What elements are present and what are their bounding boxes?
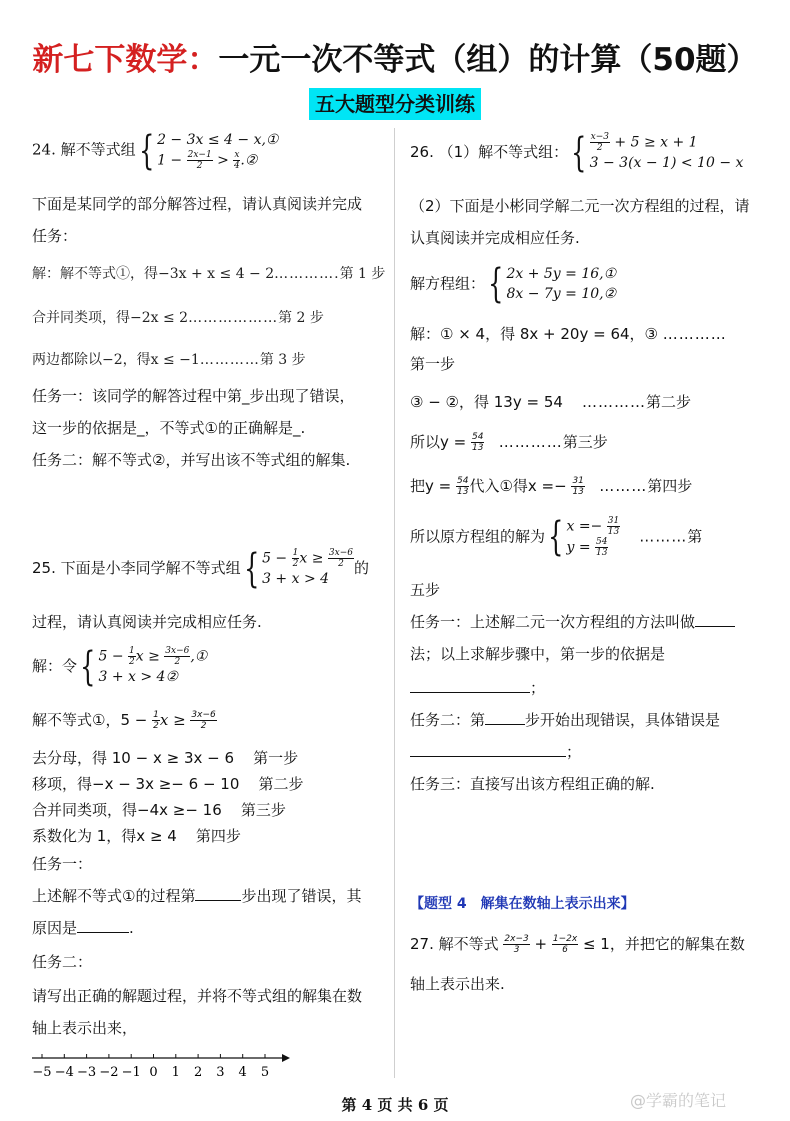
number-line-tick-label: 5 <box>260 1065 270 1080</box>
q26-task-2b: ； <box>410 742 581 762</box>
q26-task-1a: 任务一：上述解二元一次方程组的方法叫做 <box>410 612 735 632</box>
q24-task-1a: 任务一：该同学的解答过程中第_步出现了错误， <box>32 387 355 405</box>
q26-part2-b: 认真阅读并完成相应任务. <box>410 229 580 247</box>
q26-part2-a: （2）下面是小彬同学解二元一次方程组的过程，请 <box>410 197 750 215</box>
number-line-tick-label: 2 <box>193 1065 203 1080</box>
column-divider <box>394 128 395 1078</box>
number-line-tick-label: −3 <box>77 1065 97 1080</box>
q26-step-3: 所以y = $\frac{54}{13}$ …………第三步 <box>410 432 608 453</box>
q25-step-2: 移项，得−x − 3x ≥− 6 − 10 第二步 <box>32 775 304 793</box>
q24-intro-1: 下面是某同学的部分解答过程，请认真阅读并完成 <box>32 195 363 213</box>
q24-step-2: 合并同类项，得−2x ≤ 2………………第 2 步 <box>32 310 324 326</box>
number-line <box>32 1052 292 1082</box>
q26-step-1: 解：① × 4，得 8x + 20y = 64，③ ………… <box>410 325 727 343</box>
q24-ineq-2: 1 − $\frac{2x-1}{2}$ > $\frac{x}{4}$ .② <box>157 150 258 171</box>
q26-statement: 26. （1）解不等式组：{ $\frac{x-3}{2}$ + 5 ≥ x + 1 3 − 3(x − 1) < 10 − x <box>410 129 744 176</box>
q25-step-3: 合并同类项，得−4x ≥− 16 第三步 <box>32 801 286 819</box>
brace-icon: { <box>488 261 504 307</box>
q25-task-1a: 上述解不等式①的过程第 步出现了错误，其 <box>32 887 362 905</box>
number-line-tick-label: −4 <box>54 1065 74 1080</box>
q26-step-5: 所以原方程组的解为{ x =− $\frac{31}{13}$ y = $\frac{54}{13}$ ………第 <box>410 514 703 560</box>
q25-step-1: 去分母，得 10 − x ≥ 3x − 6 第一步 <box>32 749 299 767</box>
page-footer: 第 4 页 共 6 页 <box>341 1096 449 1114</box>
q25-task-2b: 轴上表示出来， <box>32 1019 138 1037</box>
q25-statement: 25. 下面是小李同学解不等式组{ 5 − $\frac{1}{2}$ x ≥ $\frac{3x-6}{2}$ 3 + x > 4 的 <box>32 545 369 592</box>
brace-icon: { <box>138 127 154 174</box>
q26-step-1-label: 第一步 <box>410 355 456 373</box>
q25-line-2: 过程，请认真阅读并完成相应任务. <box>32 613 262 631</box>
q26-step-5-label: 五步 <box>410 581 441 599</box>
watermark: @学霸的笔记 <box>630 1091 727 1110</box>
brace-icon: { <box>571 129 587 176</box>
section-heading-type-4: 【题型 4 解集在数轴上表示出来】 <box>410 896 635 912</box>
arrow-icon <box>282 1054 290 1062</box>
q26-step-2: ③ − ②，得 13y = 54 …………第二步 <box>410 393 692 411</box>
q24-task-1b: 这一步的依据是_，不等式①的正确解是_. <box>32 419 306 437</box>
number-line-tick-label: −2 <box>99 1065 119 1080</box>
q25-solution-system: 解：令{ 5 − $\frac{1}{2}$ x ≥ $\frac{3x-6}{2}$ ,① 3 + x > 4② <box>32 643 208 690</box>
number-line-tick-label: 3 <box>216 1065 225 1080</box>
q25-task-1-label: 任务一： <box>32 855 93 873</box>
number-line-tick-label: −5 <box>32 1065 52 1080</box>
q25-task-1b: 原因是 . <box>32 919 134 937</box>
q25-task-2-label: 任务二： <box>32 953 93 971</box>
brace-icon: { <box>243 545 259 592</box>
q26-equation-system: 解方程组：{ 2x + 5y = 16,① 8x − 7y = 10,② <box>410 261 617 307</box>
q24-step-1: 解：解不等式①，得−3x + x ≤ 4 − 2………….第 1 步 <box>32 266 386 282</box>
q26-step-4: 把y = $\frac{54}{13}$ 代入①得x =− $\frac{31}{13}$ ………第四步 <box>410 476 693 497</box>
title-red-part: 新七下数学： <box>32 42 219 78</box>
q24-system <box>157 130 278 171</box>
q24-prefix: 24. 解不等式组 <box>32 140 136 159</box>
q26-task-1c: ； <box>410 678 545 698</box>
q26-task-2: 任务二：第 步开始出现错误，具体错误是 <box>410 711 721 729</box>
q25-step-4: 系数化为 1，得x ≥ 4 第四步 <box>32 827 241 845</box>
q24-statement <box>32 127 279 174</box>
q25-system: 5 − $\frac{1}{2}$ x ≥ $\frac{3x-6}{2}$ 3 + x > 4 <box>262 548 353 587</box>
brace-icon: { <box>548 514 564 560</box>
brace-icon: { <box>80 643 96 690</box>
q25-task-2a: 请写出正确的解题过程，并将不等式组的解集在数 <box>32 987 363 1005</box>
number-line-tick-label: 0 <box>149 1065 158 1080</box>
title-black-part: 一元一次不等式（组）的计算（50题） <box>218 42 758 78</box>
q25-solve-1: 解不等式①，5 − $\frac{1}{2}$ x ≥ $\frac{3x-6}{2}$ <box>32 710 216 731</box>
q24-task-2: 任务二：解不等式②，并写出该不等式组的解集. <box>32 451 351 469</box>
q27-statement: 27. 解不等式 $\frac{2x-3}{3}$ + $\frac{1-2x}{6}$ ≤ 1，并把它的解集在数 <box>410 934 745 955</box>
q26-task-3: 任务三：直接写出该方程组正确的解. <box>410 775 655 793</box>
number-line-tick-label: −1 <box>121 1065 141 1080</box>
number-line-tick-label: 4 <box>238 1065 247 1080</box>
q24-step-3: 两边都除以−2，得x ≤ −1…………第 3 步 <box>32 352 306 368</box>
number-line-tick-label: 1 <box>171 1065 180 1080</box>
page-title <box>0 34 790 79</box>
q27-line-2: 轴上表示出来. <box>410 975 505 993</box>
subtitle-banner: 五大题型分类训练 <box>309 88 481 120</box>
q24-ineq-1: 2 − 3x ≤ 4 − x,① <box>157 132 279 148</box>
q26-task-1b: 法；以上求解步骤中，第一步的依据是 <box>410 645 666 663</box>
q24-intro-2: 任务： <box>32 227 78 245</box>
